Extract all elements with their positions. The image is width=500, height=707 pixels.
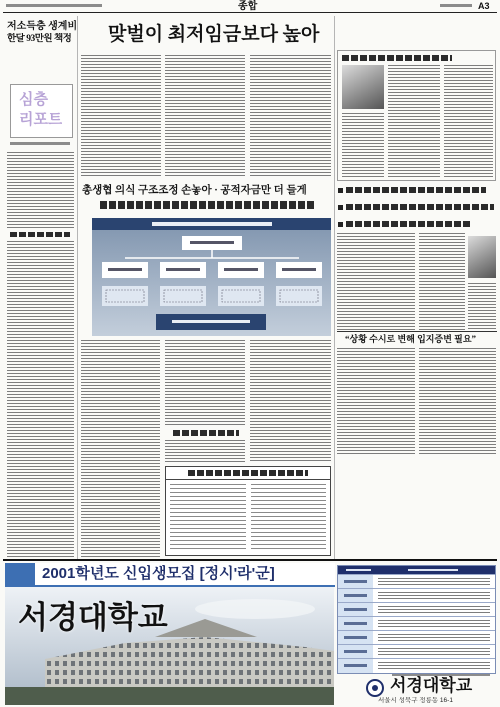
sidebar-headline-line2: 한달 93만원 책정: [7, 34, 72, 44]
admissions-table: [337, 565, 496, 674]
main-article: [78, 14, 334, 560]
square-bullet-icon: [338, 222, 343, 227]
related-item: [346, 204, 494, 210]
table-row: [338, 644, 495, 659]
page-header: [0, 0, 500, 13]
university-emblem-icon: [366, 679, 384, 697]
subheading: [10, 232, 70, 237]
table-header-label: [408, 569, 458, 571]
right-column: [335, 14, 500, 560]
diagram-box-label: [108, 268, 142, 271]
portrait-photo: [342, 65, 384, 109]
section-rule: [337, 331, 497, 332]
diagram-top-box-label: [190, 241, 234, 244]
body-text-column: [419, 233, 465, 330]
table-row-label: [338, 631, 373, 645]
body-text-column: [165, 55, 245, 178]
label-text: [344, 650, 367, 653]
related-item: [346, 187, 486, 193]
left-column: [0, 14, 78, 560]
table-row-value: [378, 634, 490, 642]
diagram-box-label: [166, 268, 200, 271]
diagram-bottom-box-label: [172, 320, 250, 323]
label-text: [344, 594, 367, 597]
portrait-photo: [468, 236, 496, 278]
table-row-label: [338, 603, 373, 617]
ad-banner: [5, 563, 335, 587]
table-row-value: [378, 578, 490, 586]
second-headline-subline: [100, 201, 315, 209]
ad-banner-title: 2001학년도 신입생모집 [정시'라'군]: [42, 565, 275, 582]
table-column: [251, 484, 326, 550]
main-headline: 맞벌이 최저임금보다 높아: [108, 24, 320, 45]
body-text-column: [250, 55, 331, 178]
table-row-label: [338, 645, 373, 659]
table-column: [170, 484, 246, 550]
body-text-column: [165, 340, 245, 426]
label-text: [344, 664, 367, 667]
body-text-column: [81, 340, 160, 559]
header-rule: [3, 12, 497, 13]
body-text-column: [337, 348, 415, 455]
table-title: [188, 470, 308, 476]
body-text-column: [165, 440, 245, 462]
sidebar-headline-line1: 저소득층 생계비: [7, 21, 77, 32]
table-row: [338, 616, 495, 631]
ad-address: 서울시 성북구 정릉동 16-1: [378, 697, 453, 704]
feature-box-title: [342, 55, 452, 61]
square-bullet-icon: [338, 205, 343, 210]
table-row: [338, 658, 495, 673]
body-text-column: [468, 283, 496, 330]
label-text: [344, 608, 367, 611]
diagram-box-label: [282, 268, 316, 271]
body-text-column: [388, 65, 440, 177]
diagram-box: [276, 286, 322, 306]
ad-logo-name: 서경대학교: [390, 676, 473, 695]
table-row: [338, 574, 495, 589]
ad-school-name: 서경대학교: [18, 600, 168, 635]
trees: [5, 687, 334, 705]
table-row-label: [338, 575, 373, 589]
label-text: [344, 636, 367, 639]
body-text-column: [7, 152, 74, 228]
industrial-policy-diagram: [92, 218, 331, 336]
body-text-column: [342, 113, 384, 177]
table-row-value: [378, 648, 490, 656]
label-text: [344, 622, 367, 625]
table-row-label: [338, 659, 373, 673]
square-bullet-icon: [338, 188, 343, 193]
emblem-center: [372, 685, 378, 691]
table-header-label: [346, 569, 371, 571]
table-row-label: [338, 617, 373, 631]
university-ad: [0, 561, 500, 707]
report-box-title-line2: 리포트: [19, 111, 63, 128]
interview-headline: “상황 수시로 변해 입지증변 필요”: [345, 334, 477, 344]
newspaper-name: [440, 4, 472, 7]
subheading: [173, 430, 239, 436]
table-row-value: [378, 620, 490, 628]
diagram-box: [160, 286, 206, 306]
diagram-box: [102, 286, 148, 306]
table-row-value: [378, 606, 490, 614]
second-headline: 총생협 의식 구조조정 손놓아 · 공적자금만 더 들게: [82, 185, 307, 196]
table-title-rule: [166, 479, 330, 480]
section-title: 종합: [238, 1, 258, 12]
feature-box: [337, 50, 496, 181]
table-row: [338, 602, 495, 617]
diagram-box: [218, 286, 264, 306]
data-table-box: [165, 466, 331, 556]
table-row: [338, 588, 495, 603]
related-item: [346, 221, 470, 227]
body-text-column: [250, 340, 331, 462]
body-text-column: [419, 348, 496, 455]
body-text-column: [444, 65, 493, 177]
table-row-label: [338, 589, 373, 603]
table-header: [338, 566, 495, 574]
body-text-column: [337, 233, 415, 330]
diagram-title-text: [152, 222, 272, 226]
body-text-column: [7, 241, 74, 559]
issue-date-line: [6, 4, 102, 7]
label-text: [344, 580, 367, 583]
body-text-column: [81, 55, 161, 178]
page-number: A3: [478, 1, 490, 11]
report-box-title-line1: 심층: [19, 91, 48, 108]
table-row-value: [378, 592, 490, 600]
table-row: [338, 630, 495, 645]
in-depth-report-box: [10, 84, 73, 138]
report-box-caption: [10, 142, 70, 145]
table-row-value: [378, 662, 490, 670]
diagram-box-label: [224, 268, 258, 271]
